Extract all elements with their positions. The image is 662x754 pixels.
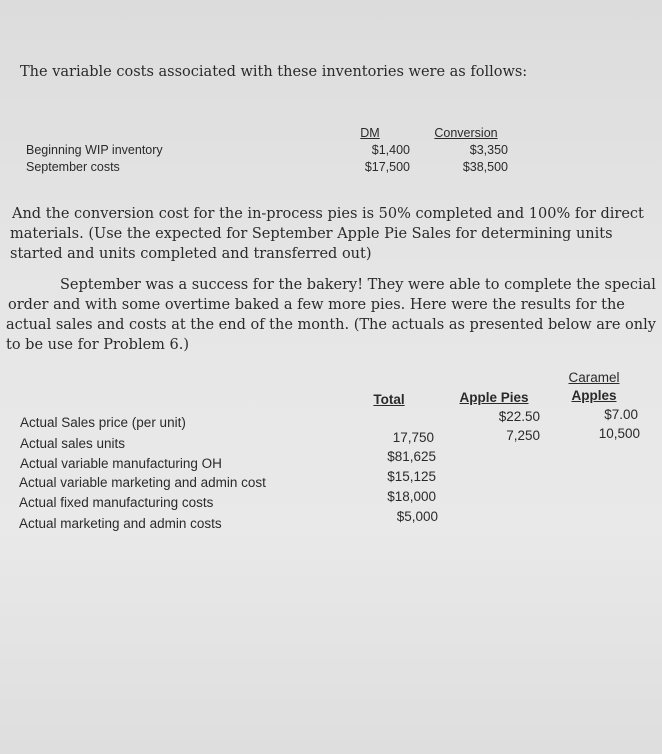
total-header: Total bbox=[373, 392, 405, 407]
paragraph-line: materials. (Use the expected for September Apple Pie Sales for determining units bbox=[10, 226, 613, 242]
actuals-row-label: Actual marketing and admin costs bbox=[19, 516, 222, 531]
actuals-row-total: $5,000 bbox=[396, 509, 438, 524]
actuals-row-label: Actual sales units bbox=[20, 436, 126, 451]
intro-text: The variable costs associated with these inventories were as follows: bbox=[20, 64, 528, 80]
caramel-header-line1: Caramel bbox=[568, 370, 620, 385]
actuals-row-apple-pies: $22.50 bbox=[498, 409, 540, 424]
actuals-row-label: Actual fixed manufacturing costs bbox=[19, 495, 214, 510]
actuals-row-label: Actual Sales price (per unit) bbox=[20, 415, 186, 430]
actuals-row-total: $15,125 bbox=[387, 469, 436, 484]
cost-row-conversion: $38,500 bbox=[462, 160, 508, 174]
paragraph-line: started and units completed and transferred out) bbox=[10, 246, 372, 262]
actuals-row-total: $18,000 bbox=[387, 489, 436, 504]
cost-row-conversion: $3,350 bbox=[469, 143, 508, 157]
conversion-header: Conversion bbox=[434, 126, 498, 140]
actuals-row-caramel: $7.00 bbox=[604, 407, 638, 422]
actuals-row-caramel: 10,500 bbox=[598, 426, 640, 441]
actuals-row-label: Actual variable marketing and admin cost bbox=[19, 475, 266, 490]
dm-header: DM bbox=[360, 126, 380, 140]
actuals-row-label: Actual variable manufacturing OH bbox=[20, 456, 222, 471]
cost-row-dm: $17,500 bbox=[364, 160, 410, 174]
caramel-header-line2: Apples bbox=[571, 388, 617, 403]
paragraph-line: order and with some overtime baked a few more pies. Here were the results for the bbox=[8, 297, 625, 313]
actuals-row-total: $81,625 bbox=[387, 449, 436, 464]
cost-row-dm: $1,400 bbox=[371, 143, 410, 157]
cost-row-label: September costs bbox=[26, 160, 120, 174]
cost-row-label: Beginning WIP inventory bbox=[26, 143, 163, 157]
paragraph-line: to be use for Problem 6.) bbox=[6, 337, 190, 353]
paragraph-line: September was a success for the bakery! They were able to complete the special bbox=[60, 277, 656, 293]
apple-pies-header: Apple Pies bbox=[459, 390, 529, 405]
actuals-row-total: 17,750 bbox=[392, 430, 434, 445]
paragraph-line: actual sales and costs at the end of the month. (The actuals as presented below are only bbox=[6, 317, 656, 333]
paragraph-line: And the conversion cost for the in-process pies is 50% completed and 100% for direct bbox=[12, 206, 644, 222]
actuals-row-apple-pies: 7,250 bbox=[506, 428, 540, 443]
